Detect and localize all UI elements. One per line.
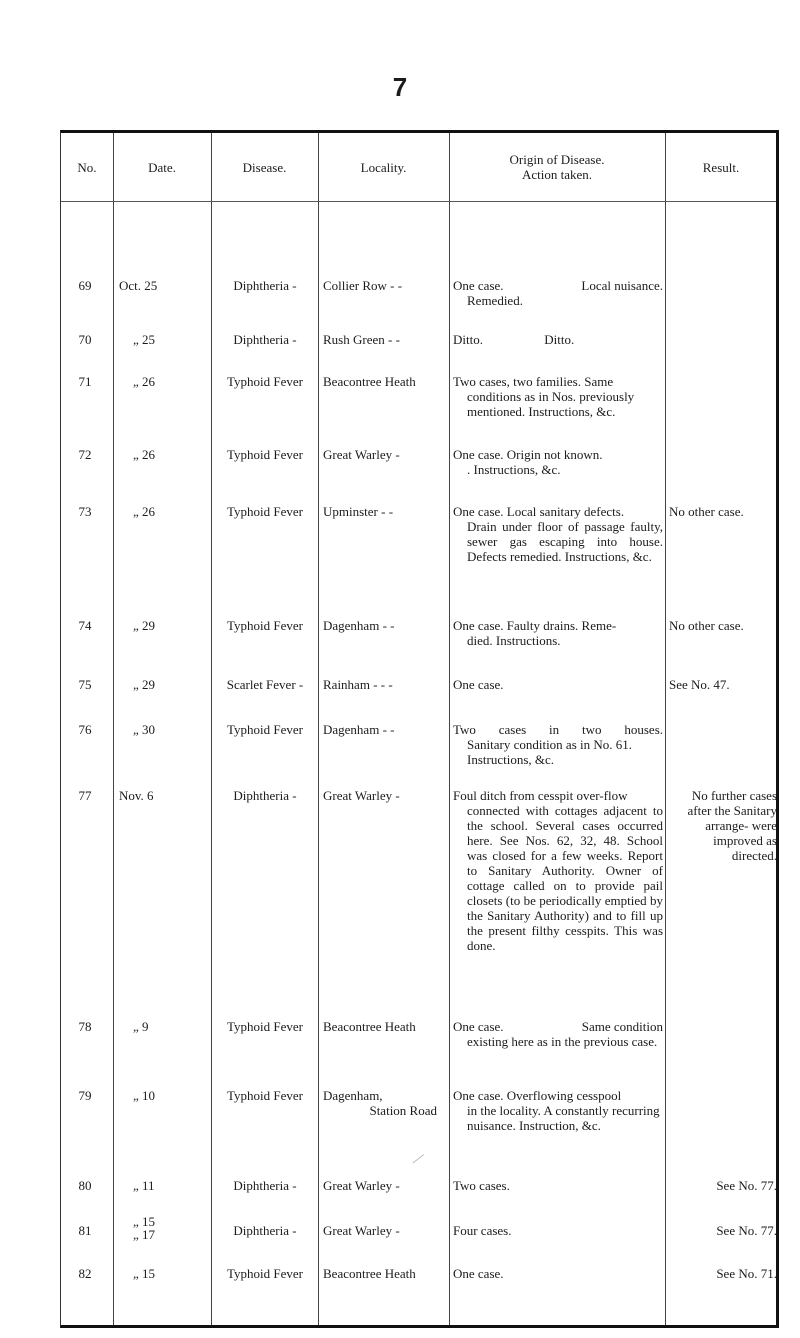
leader-dash: - -: [381, 504, 394, 519]
origin-text: Drain under floor of passage faulty, sewer gas escaping into house. Defects remedied. Instructions, &c.: [467, 519, 663, 564]
row-date: „ 30: [133, 722, 156, 737]
row-date: „ 26: [133, 504, 156, 519]
header-disease: Disease.: [242, 159, 287, 175]
header-result: Result.: [702, 159, 740, 175]
row-locality: [321, 618, 447, 633]
row-disease: Typhoid Fever: [227, 1266, 303, 1281]
row-number: 70: [78, 332, 92, 347]
leader-dash: -: [292, 788, 297, 803]
row-number: 79: [78, 1088, 92, 1103]
record-table: [60, 130, 779, 1328]
origin-text: connected with cottages adjacent to the school. Several cases occurred here. See Nos. 62, 32, 48. School was closed for a few weeks. Report to Sanitary Authority. Owner of cottage called on to provide pail closets (to be periodically emptied by the Sanitary Authority) and to fill up the present filthy cesspits. This was done.: [467, 803, 663, 953]
leader-dash: - -: [388, 332, 400, 347]
row-origin: [453, 1178, 663, 1193]
row-origin: [453, 374, 663, 419]
origin-text: Ditto.: [544, 332, 575, 347]
row-locality: [321, 447, 447, 462]
origin-text: Remedied.: [467, 293, 523, 308]
row-number: 80: [78, 1178, 92, 1193]
column-rule: [113, 133, 114, 1325]
locality-label: Upminster: [323, 504, 378, 519]
row-number: 76: [78, 722, 92, 737]
row-locality: [321, 1088, 447, 1118]
origin-text: Ditto.: [453, 332, 483, 347]
disease-label: Diphtheria: [233, 278, 289, 293]
disease-label: Scarlet Fever: [226, 677, 296, 692]
row-result: See No. 77.: [716, 1223, 777, 1238]
row-locality: [321, 278, 447, 293]
header-origin-title: Origin of Disease.: [509, 152, 605, 167]
origin-text: houses.: [624, 722, 663, 737]
row-disease: [213, 1178, 317, 1193]
page-number: 7: [392, 72, 408, 102]
leader-dash: -: [395, 1223, 400, 1238]
origin-text: existing here as in the previous case.: [467, 1034, 658, 1049]
origin-text: Sanitary condition as in No. 61. Instructions, &c.: [467, 737, 633, 767]
column-rule: [665, 133, 666, 1325]
origin-text: Local nuisance.: [581, 278, 663, 293]
date-range: [133, 1215, 155, 1241]
locality-label: Rainham: [323, 677, 370, 692]
row-origin: [453, 722, 663, 767]
origin-text: Four cases.: [453, 1223, 512, 1238]
row-disease: [213, 332, 317, 347]
locality-label: Dagenham: [323, 722, 380, 737]
header-locality: Locality.: [360, 159, 407, 175]
row-origin: [453, 788, 663, 953]
row-locality: [321, 504, 447, 519]
row-origin: [453, 1019, 663, 1049]
row-number: 72: [78, 447, 92, 462]
leader-dash: - -: [382, 618, 395, 633]
origin-text: One case.: [453, 1266, 504, 1281]
header-origin-subtitle: Action taken.: [521, 167, 593, 182]
row-date: „ 9: [133, 1019, 149, 1034]
row-origin: [453, 1088, 663, 1133]
row-disease: Typhoid Fever: [227, 1088, 303, 1103]
row-date: Oct. 25: [119, 278, 158, 293]
origin-text: Two cases.: [453, 1178, 510, 1193]
origin-text: two: [582, 722, 602, 737]
locality-label: Great Warley: [323, 788, 393, 803]
row-date: „ 26: [133, 374, 156, 389]
disease-label: Diphtheria: [233, 1178, 289, 1193]
row-date: „ 25: [133, 332, 156, 347]
row-disease: Typhoid Fever: [227, 722, 303, 737]
row-number: 74: [78, 618, 92, 633]
header-origin: [449, 133, 665, 201]
origin-text: Two: [453, 722, 476, 737]
origin-text: . Instructions, &c.: [467, 462, 561, 477]
row-number: 77: [78, 788, 92, 803]
row-date: „ 15: [133, 1266, 156, 1281]
row-number: 82: [78, 1266, 92, 1281]
disease-label: Diphtheria: [233, 332, 289, 347]
leader-dash: -: [298, 677, 304, 692]
row-number: 73: [78, 504, 92, 519]
row-result: See No. 77.: [716, 1178, 777, 1193]
row-origin: [453, 618, 663, 648]
header-date: Date.: [148, 159, 176, 175]
origin-text: cases: [498, 722, 527, 737]
leader-dash: -: [395, 1178, 400, 1193]
leader-dash: - -: [390, 278, 403, 293]
row-locality: Beacontree Heath: [323, 374, 416, 389]
row-date: „ 11: [133, 1178, 155, 1193]
column-rule: [318, 133, 319, 1325]
row-date: [119, 1215, 223, 1241]
row-locality: [321, 788, 447, 803]
column-rule: [449, 133, 450, 1325]
leader-dash: - - -: [373, 677, 393, 692]
row-date: „ 29: [133, 677, 156, 692]
row-number: 75: [78, 677, 92, 692]
row-disease: [213, 1223, 317, 1238]
row-origin: [453, 1223, 663, 1238]
row-number: 71: [78, 374, 92, 389]
leader-dash: -: [292, 332, 297, 347]
leader-dash: -: [292, 1223, 297, 1238]
row-disease: Typhoid Fever: [227, 618, 303, 633]
header-rule: [61, 201, 776, 202]
locality-label: Station Road: [369, 1103, 437, 1118]
row-date: Nov. 6: [119, 788, 154, 803]
locality-label: Great Warley: [323, 1223, 393, 1238]
origin-text: Two cases, two families. Same: [453, 374, 614, 389]
origin-text: One case.: [453, 1019, 504, 1034]
locality-label: Rush Green: [323, 332, 385, 347]
date-start: „ 15: [133, 1214, 156, 1229]
origin-text: One case.: [453, 278, 504, 293]
locality-label: Dagenham,: [323, 1088, 383, 1103]
origin-text: One case. Local sanitary defects.: [453, 504, 625, 519]
row-origin: [453, 1266, 663, 1281]
row-locality: [321, 332, 447, 347]
row-origin: [453, 332, 663, 347]
date-end: „ 17: [133, 1227, 156, 1242]
row-locality: [321, 722, 447, 737]
locality-label: Dagenham: [323, 618, 380, 633]
row-locality: [321, 677, 447, 692]
row-disease: [213, 677, 317, 692]
origin-text: Same condition: [581, 1019, 663, 1034]
row-result: No other case.: [669, 504, 744, 519]
row-origin: [453, 504, 663, 564]
row-disease: Typhoid Fever: [227, 504, 303, 519]
row-locality: Beacontree Heath: [323, 1019, 416, 1034]
locality-label: Great Warley: [323, 1178, 393, 1193]
row-number: 69: [78, 278, 92, 293]
row-result: See No. 71.: [716, 1266, 777, 1281]
row-disease: [213, 278, 317, 293]
origin-text: Foul ditch from cesspit over-flow: [453, 788, 628, 803]
header-no: No.: [77, 159, 97, 175]
row-number: 81: [78, 1223, 92, 1238]
origin-text: in: [549, 722, 560, 737]
row-date: „ 26: [133, 447, 156, 462]
row-disease: [213, 788, 317, 803]
row-result: No other case.: [669, 618, 744, 633]
row-locality: [321, 1223, 447, 1238]
locality-label: Great Warley: [323, 447, 393, 462]
origin-text: One case.: [453, 677, 504, 692]
origin-text: died. Instructions.: [467, 633, 561, 648]
leader-dash: -: [292, 278, 297, 293]
leader-dash: -: [395, 447, 400, 462]
row-result: No further cases after the Sanitary arrange- were improved as directed.: [687, 788, 777, 863]
row-disease: Typhoid Fever: [227, 1019, 303, 1034]
leader-dash: -: [292, 1178, 297, 1193]
row-origin: [453, 278, 663, 308]
leader-dash: - -: [382, 722, 395, 737]
origin-text: One case. Origin not known.: [453, 447, 603, 462]
row-origin: [453, 447, 663, 477]
row-disease: Typhoid Fever: [227, 447, 303, 462]
row-locality: Beacontree Heath: [323, 1266, 416, 1281]
row-date: „ 29: [133, 618, 156, 633]
locality-label: Collier Row: [323, 278, 387, 293]
row-number: 78: [78, 1019, 92, 1034]
origin-text: One case. Faulty drains. Reme-: [453, 618, 617, 633]
row-date: „ 10: [133, 1088, 156, 1103]
row-origin: [453, 677, 663, 692]
disease-label: Diphtheria: [233, 1223, 289, 1238]
row-disease: Typhoid Fever: [227, 374, 303, 389]
row-locality: [321, 1178, 447, 1193]
origin-text: conditions as in Nos. previously mentioned. Instructions, &c.: [467, 389, 635, 419]
row-result: See No. 47.: [669, 677, 730, 692]
origin-text: One case. Overflowing cesspool: [453, 1088, 622, 1103]
disease-label: Diphtheria: [233, 788, 289, 803]
leader-dash: -: [395, 788, 400, 803]
origin-text: in the locality. A constantly recurring nuisance. Instruction, &c.: [467, 1103, 660, 1133]
